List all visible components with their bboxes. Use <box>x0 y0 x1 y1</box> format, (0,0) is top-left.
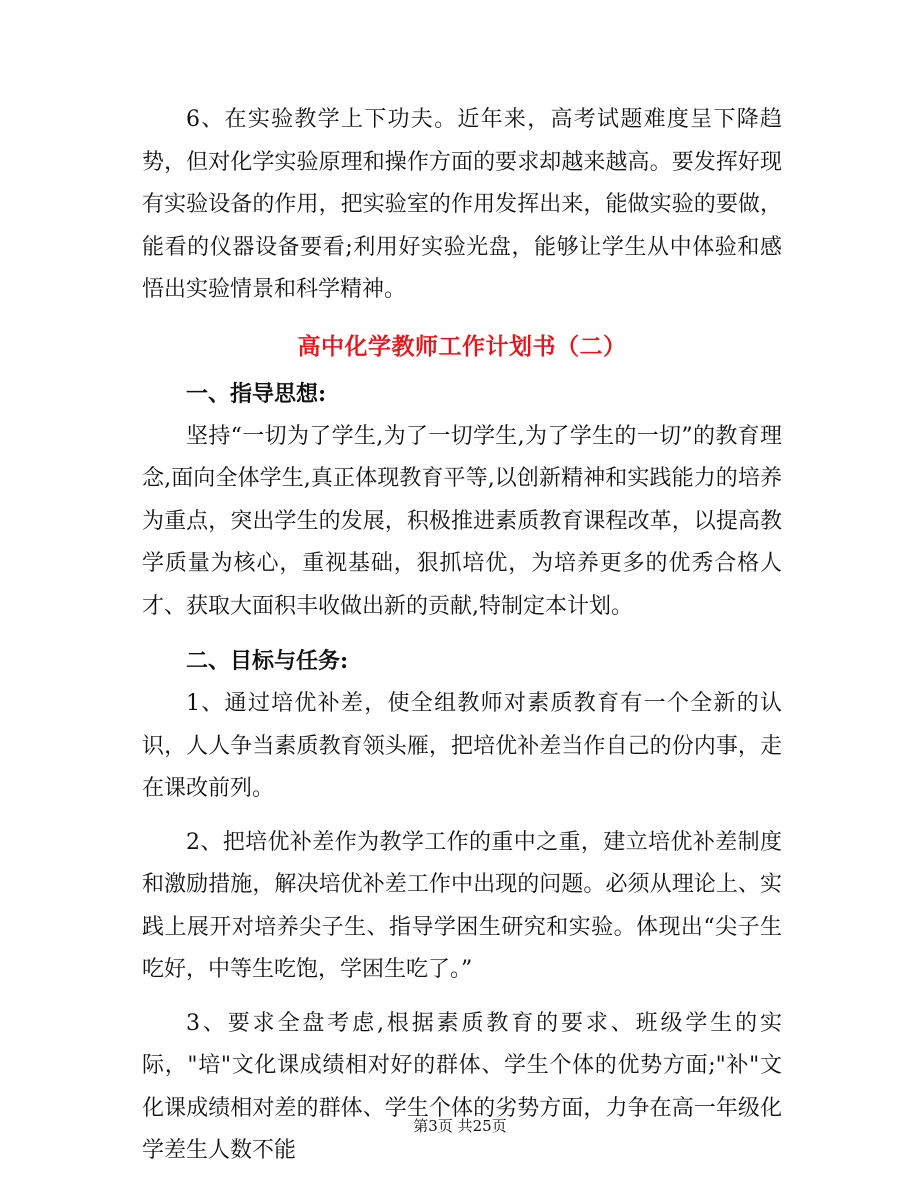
document-title: 高中化学教师工作计划书（二） <box>297 332 627 360</box>
page-number-footer: 第3页 共25页 <box>413 1117 507 1135</box>
item-gap <box>142 992 782 1003</box>
guiding-thought-paragraph: 坚持“一切为了学生,为了一切学生,为了学生的一切”的教育理念,面向全体学生,真正体现教育平等,以创新精神和实践能力的培养为重点，突出学生的发展，积极推进素质教育课程改革，以提高教学质量为核心，重视基础，狠抓培优，为培养更多的优秀合格人才、获取大面积丰收做出新的贡献,特制定本计划。 <box>142 423 782 619</box>
intro-paragraph: 6、在实验教学上下功夫。近年来，高考试题难度呈下降趋势，但对化学实验原理和操作方面的要求却越来越高。要发挥好现有实验设备的作用，把实验室的作用发挥出来，能做实验的要做，能看的仪器设备要看;利用好实验光盘，能够让学生从中体验和感悟出实验情景和科学精神。 <box>142 107 782 302</box>
goal-item-3: 3、要求全盘考虑,根据素质教育的要求、班级学生的实际，"培"文化课成绩相对好的群体、学生个体的优势方面;"补"文化课成绩相对差的群体、学生个体的劣势方面，力争在高一年级化学差生人数不能 <box>142 1010 782 1163</box>
document-content <box>142 99 782 1173</box>
section-gap <box>142 628 782 639</box>
goal-item-2: 2、把培优补差作为教学工作的重中之重，建立培优补差制度和激励措施，解决培优补差工作中出现的问题。必须从理论上、实践上展开对培养尖子生、指导学困生研究和实验。体现出“尖子生吃好，中等生吃饱，学困生吃了。” <box>142 829 782 982</box>
section-heading-goals: 二、目标与任务: <box>186 648 349 674</box>
goal-item-1: 1、通过培优补差，使全组教师对素质教育有一个全新的认识，人人争当素质教育领头雁，把培优补差当作自己的份内事，走在课改前列。 <box>142 691 782 801</box>
item-gap <box>142 811 782 822</box>
section-heading-guiding-thought: 一、指导思想: <box>186 380 327 407</box>
